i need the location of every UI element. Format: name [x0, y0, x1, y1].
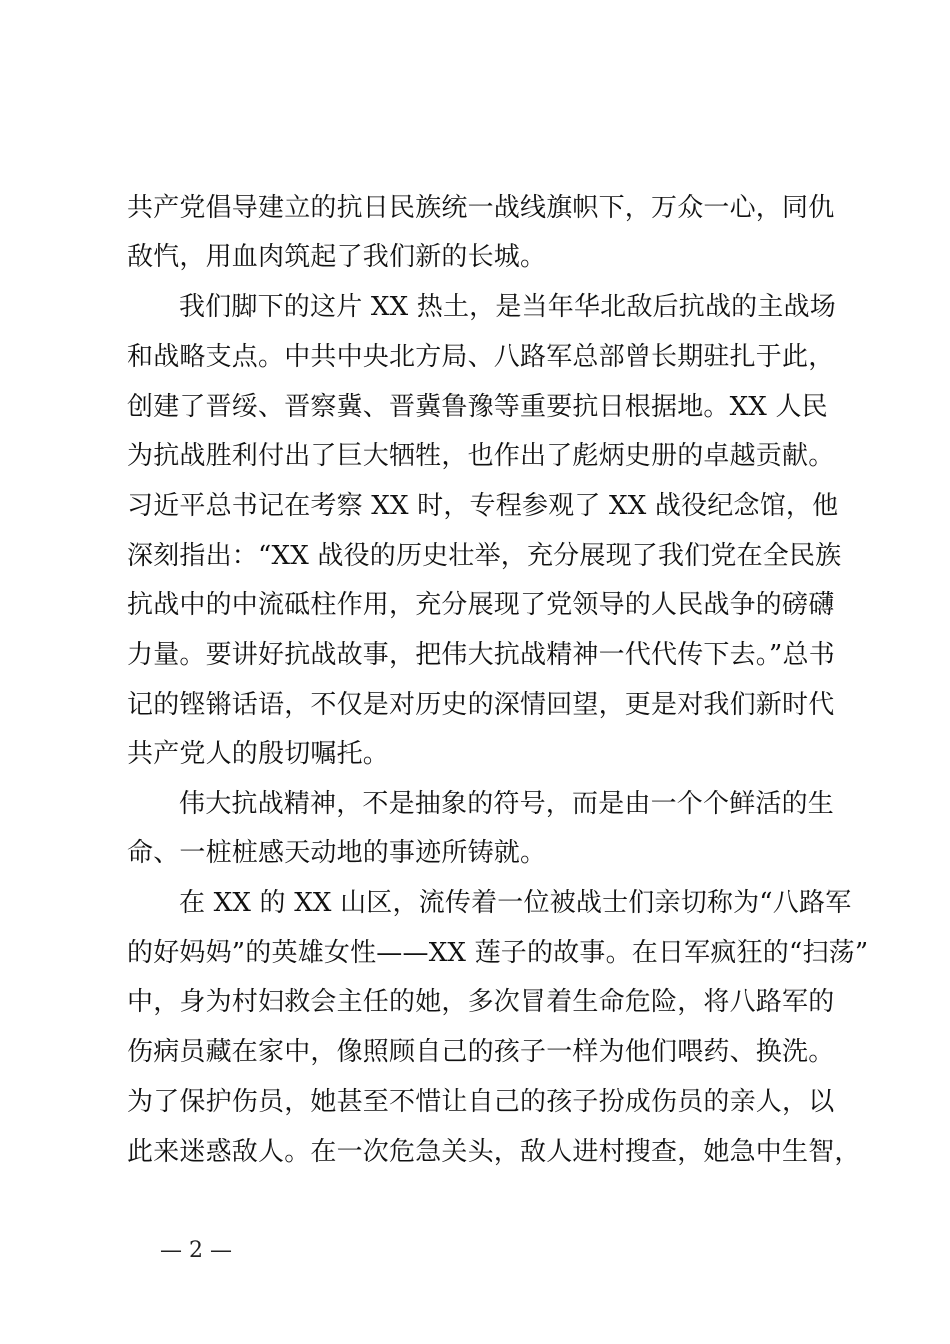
paragraph-2-line-2: 和战略支点。中共中央北方局、八路军总部曾长期驻扎于此， — [127, 342, 835, 372]
paragraph-1-line-2: 敌忾，用血肉筑起了我们新的长城。 — [127, 242, 547, 272]
paragraph-4-line-2: 的好妈妈”的英雄女性——XX 莲子的故事。在日军疯狂的“扫荡” — [127, 938, 869, 968]
paragraph-2-line-9: 记的铿锵话语，不仅是对历史的深情回望，更是对我们新时代 — [127, 690, 835, 720]
paragraph-1-line-1: 共产党倡导建立的抗日民族统一战线旗帜下，万众一心，同仇 — [127, 193, 835, 223]
paragraph-4-line-1: 在 XX 的 XX 山区，流传着一位被战士们亲切称为“八路军 — [179, 888, 852, 918]
page-number: — 2 — — [160, 1238, 232, 1263]
paragraph-2-line-5: 习近平总书记在考察 XX 时，专程参观了 XX 战役纪念馆，他 — [127, 491, 839, 521]
paragraph-2-line-6: 深刻指出：“XX 战役的历史壮举，充分展现了我们党在全民族 — [127, 541, 842, 571]
paragraph-3-line-2: 命、一桩桩感天动地的事迹所铸就。 — [127, 838, 547, 868]
paragraph-4-line-3: 中，身为村妇救会主任的她，多次冒着生命危险，将八路军的 — [127, 987, 835, 1017]
paragraph-4-line-6: 此来迷惑敌人。在一次危急关头，敌人进村搜查，她急中生智， — [127, 1137, 861, 1167]
paragraph-2-line-7: 抗战中的中流砥柱作用，充分展现了党领导的人民战争的磅礴 — [127, 590, 835, 620]
paragraph-3-line-1: 伟大抗战精神，不是抽象的符号，而是由一个个鲜活的生 — [179, 789, 835, 819]
paragraph-2-line-10: 共产党人的殷切嘱托。 — [127, 739, 390, 769]
paragraph-2-line-1: 我们脚下的这片 XX 热土，是当年华北敌后抗战的主战场 — [179, 292, 836, 322]
paragraph-2-line-4: 为抗战胜利付出了巨大牺牲，也作出了彪炳史册的卓越贡献。 — [127, 441, 835, 471]
paragraph-2-line-8: 力量。要讲好抗战故事，把伟大抗战精神一代代传下去。”总书 — [127, 640, 835, 670]
paragraph-2-line-3: 创建了晋绥、晋察冀、晋冀鲁豫等重要抗日根据地。XX 人民 — [127, 392, 828, 422]
paragraph-4-line-5: 为了保护伤员，她甚至不惜让自己的孩子扮成伤员的亲人，以 — [127, 1087, 835, 1117]
paragraph-4-line-4: 伤病员藏在家中，像照顾自己的孩子一样为他们喂药、换洗。 — [127, 1037, 835, 1067]
